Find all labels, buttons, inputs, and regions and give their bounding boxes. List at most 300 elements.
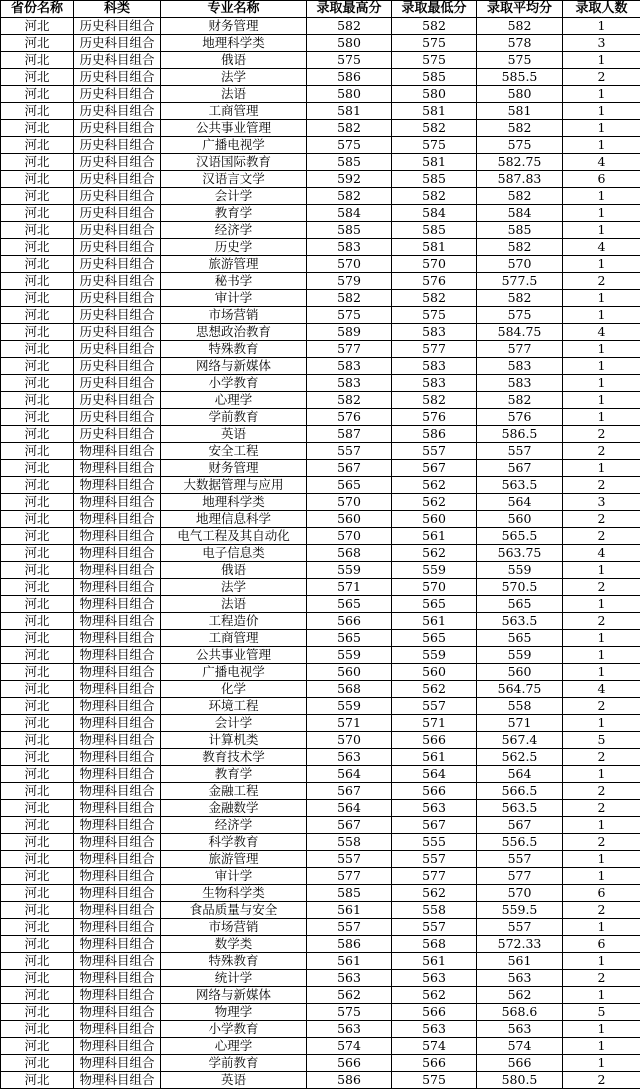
cell-province: 河北 <box>1 171 74 188</box>
cell-province: 河北 <box>1 222 74 239</box>
cell-min-score: 570 <box>392 256 477 273</box>
table-body <box>1 18 640 1089</box>
cell-major: 法学 <box>161 579 307 596</box>
cell-min-score: 581 <box>392 239 477 256</box>
cell-min-score: 577 <box>392 868 477 885</box>
cell-max-score: 559 <box>307 562 392 579</box>
cell-category: 物理科目组合 <box>74 715 161 732</box>
header-province: 省份名称 <box>1 1 74 18</box>
cell-count: 1 <box>563 409 640 426</box>
cell-min-score: 558 <box>392 902 477 919</box>
cell-category: 物理科目组合 <box>74 698 161 715</box>
cell-count: 1 <box>563 137 640 154</box>
cell-province: 河北 <box>1 86 74 103</box>
table-row <box>1 545 640 562</box>
cell-min-score: 586 <box>392 426 477 443</box>
cell-max-score: 571 <box>307 579 392 596</box>
cell-max-score: 565 <box>307 477 392 494</box>
cell-major: 教育学 <box>161 205 307 222</box>
cell-min-score: 580 <box>392 86 477 103</box>
cell-count: 1 <box>563 307 640 324</box>
cell-province: 河北 <box>1 137 74 154</box>
cell-min-score: 582 <box>392 120 477 137</box>
cell-province: 河北 <box>1 681 74 698</box>
cell-category: 物理科目组合 <box>74 970 161 987</box>
cell-avg-score: 565 <box>477 596 563 613</box>
cell-province: 河北 <box>1 1055 74 1072</box>
cell-major: 环境工程 <box>161 698 307 715</box>
cell-avg-score: 580 <box>477 86 563 103</box>
cell-min-score: 574 <box>392 1038 477 1055</box>
cell-max-score: 585 <box>307 222 392 239</box>
cell-province: 河北 <box>1 545 74 562</box>
table-row <box>1 970 640 987</box>
cell-avg-score: 566.5 <box>477 783 563 800</box>
cell-max-score: 579 <box>307 273 392 290</box>
cell-province: 河北 <box>1 800 74 817</box>
cell-avg-score: 583 <box>477 358 563 375</box>
cell-major: 教育学 <box>161 766 307 783</box>
table-row <box>1 171 640 188</box>
cell-avg-score: 575 <box>477 52 563 69</box>
table-row <box>1 69 640 86</box>
cell-province: 河北 <box>1 562 74 579</box>
cell-major: 食品质量与安全 <box>161 902 307 919</box>
cell-major: 法语 <box>161 86 307 103</box>
cell-avg-score: 559.5 <box>477 902 563 919</box>
table-row <box>1 868 640 885</box>
cell-major: 英语 <box>161 1072 307 1089</box>
header-max-score: 录取最高分 <box>307 1 392 18</box>
cell-count: 1 <box>563 817 640 834</box>
cell-province: 河北 <box>1 290 74 307</box>
table-row <box>1 358 640 375</box>
cell-avg-score: 567.4 <box>477 732 563 749</box>
cell-max-score: 580 <box>307 86 392 103</box>
cell-major: 学前教育 <box>161 409 307 426</box>
cell-avg-score: 582 <box>477 120 563 137</box>
cell-province: 河北 <box>1 715 74 732</box>
cell-max-score: 586 <box>307 1072 392 1089</box>
cell-min-score: 575 <box>392 137 477 154</box>
cell-province: 河北 <box>1 18 74 35</box>
cell-count: 1 <box>563 715 640 732</box>
cell-major: 旅游管理 <box>161 851 307 868</box>
cell-max-score: 563 <box>307 970 392 987</box>
cell-max-score: 557 <box>307 919 392 936</box>
cell-avg-score: 577 <box>477 341 563 358</box>
cell-major: 电气工程及其自动化 <box>161 528 307 545</box>
cell-count: 1 <box>563 766 640 783</box>
cell-avg-score: 570 <box>477 256 563 273</box>
cell-max-score: 565 <box>307 596 392 613</box>
cell-min-score: 582 <box>392 290 477 307</box>
cell-avg-score: 564.75 <box>477 681 563 698</box>
cell-max-score: 577 <box>307 868 392 885</box>
cell-category: 物理科目组合 <box>74 647 161 664</box>
cell-major: 统计学 <box>161 970 307 987</box>
table-row <box>1 902 640 919</box>
cell-province: 河北 <box>1 766 74 783</box>
cell-province: 河北 <box>1 341 74 358</box>
cell-major: 俄语 <box>161 562 307 579</box>
cell-min-score: 557 <box>392 443 477 460</box>
cell-province: 河北 <box>1 783 74 800</box>
cell-min-score: 555 <box>392 834 477 851</box>
cell-avg-score: 572.33 <box>477 936 563 953</box>
table-row <box>1 647 640 664</box>
cell-count: 4 <box>563 681 640 698</box>
cell-count: 1 <box>563 953 640 970</box>
cell-max-score: 571 <box>307 715 392 732</box>
cell-avg-score: 565 <box>477 630 563 647</box>
cell-max-score: 567 <box>307 817 392 834</box>
cell-province: 河北 <box>1 613 74 630</box>
cell-count: 2 <box>563 69 640 86</box>
table-row <box>1 715 640 732</box>
cell-count: 2 <box>563 511 640 528</box>
cell-count: 4 <box>563 154 640 171</box>
cell-avg-score: 562.5 <box>477 749 563 766</box>
cell-province: 河北 <box>1 970 74 987</box>
cell-province: 河北 <box>1 579 74 596</box>
cell-max-score: 582 <box>307 392 392 409</box>
cell-max-score: 582 <box>307 18 392 35</box>
cell-major: 历史学 <box>161 239 307 256</box>
table-row <box>1 256 640 273</box>
cell-category: 历史科目组合 <box>74 256 161 273</box>
cell-category: 历史科目组合 <box>74 392 161 409</box>
table-row <box>1 919 640 936</box>
cell-province: 河北 <box>1 426 74 443</box>
cell-avg-score: 566 <box>477 1055 563 1072</box>
table-row <box>1 851 640 868</box>
cell-avg-score: 567 <box>477 817 563 834</box>
cell-max-score: 592 <box>307 171 392 188</box>
cell-province: 河北 <box>1 953 74 970</box>
cell-count: 1 <box>563 868 640 885</box>
cell-major: 学前教育 <box>161 1055 307 1072</box>
cell-count: 1 <box>563 596 640 613</box>
cell-avg-score: 583 <box>477 375 563 392</box>
cell-province: 河北 <box>1 324 74 341</box>
cell-major: 市场营销 <box>161 919 307 936</box>
cell-category: 物理科目组合 <box>74 953 161 970</box>
cell-major: 大数据管理与应用 <box>161 477 307 494</box>
cell-count: 1 <box>563 919 640 936</box>
cell-avg-score: 582.75 <box>477 154 563 171</box>
cell-min-score: 559 <box>392 562 477 579</box>
cell-category: 历史科目组合 <box>74 35 161 52</box>
table-row <box>1 273 640 290</box>
cell-max-score: 570 <box>307 528 392 545</box>
cell-avg-score: 568.6 <box>477 1004 563 1021</box>
cell-category: 历史科目组合 <box>74 205 161 222</box>
table-row <box>1 443 640 460</box>
cell-min-score: 566 <box>392 1055 477 1072</box>
cell-major: 旅游管理 <box>161 256 307 273</box>
cell-min-score: 567 <box>392 817 477 834</box>
cell-min-score: 564 <box>392 766 477 783</box>
cell-major: 经济学 <box>161 817 307 834</box>
cell-category: 物理科目组合 <box>74 800 161 817</box>
cell-min-score: 561 <box>392 528 477 545</box>
cell-major: 工程造价 <box>161 613 307 630</box>
cell-avg-score: 560 <box>477 511 563 528</box>
cell-max-score: 584 <box>307 205 392 222</box>
cell-min-score: 561 <box>392 953 477 970</box>
cell-province: 河北 <box>1 154 74 171</box>
table-row <box>1 324 640 341</box>
cell-min-score: 563 <box>392 970 477 987</box>
cell-major: 汉语言文学 <box>161 171 307 188</box>
cell-min-score: 557 <box>392 919 477 936</box>
table-row <box>1 494 640 511</box>
header-row <box>1 1 640 18</box>
table-row <box>1 834 640 851</box>
cell-province: 河北 <box>1 902 74 919</box>
table-row <box>1 290 640 307</box>
cell-province: 河北 <box>1 188 74 205</box>
cell-province: 河北 <box>1 919 74 936</box>
cell-province: 河北 <box>1 698 74 715</box>
table-row <box>1 1055 640 1072</box>
cell-min-score: 562 <box>392 681 477 698</box>
cell-province: 河北 <box>1 239 74 256</box>
cell-max-score: 561 <box>307 953 392 970</box>
cell-avg-score: 577 <box>477 868 563 885</box>
cell-min-score: 562 <box>392 494 477 511</box>
cell-count: 6 <box>563 885 640 902</box>
cell-major: 心理学 <box>161 392 307 409</box>
cell-category: 物理科目组合 <box>74 460 161 477</box>
cell-avg-score: 585.5 <box>477 69 563 86</box>
cell-province: 河北 <box>1 375 74 392</box>
cell-major: 法学 <box>161 69 307 86</box>
cell-province: 河北 <box>1 987 74 1004</box>
cell-category: 物理科目组合 <box>74 443 161 460</box>
cell-category: 历史科目组合 <box>74 188 161 205</box>
cell-major: 工商管理 <box>161 630 307 647</box>
cell-category: 历史科目组合 <box>74 222 161 239</box>
cell-max-score: 583 <box>307 358 392 375</box>
cell-major: 金融工程 <box>161 783 307 800</box>
cell-category: 历史科目组合 <box>74 86 161 103</box>
cell-category: 历史科目组合 <box>74 358 161 375</box>
cell-min-score: 585 <box>392 69 477 86</box>
cell-category: 物理科目组合 <box>74 528 161 545</box>
cell-max-score: 566 <box>307 1055 392 1072</box>
cell-province: 河北 <box>1 69 74 86</box>
cell-category: 历史科目组合 <box>74 307 161 324</box>
table-row <box>1 52 640 69</box>
cell-min-score: 581 <box>392 154 477 171</box>
cell-category: 物理科目组合 <box>74 630 161 647</box>
cell-count: 2 <box>563 834 640 851</box>
cell-max-score: 568 <box>307 681 392 698</box>
cell-count: 1 <box>563 120 640 137</box>
cell-avg-score: 582 <box>477 239 563 256</box>
cell-max-score: 585 <box>307 154 392 171</box>
table-row <box>1 86 640 103</box>
cell-count: 2 <box>563 783 640 800</box>
cell-major: 法语 <box>161 596 307 613</box>
cell-category: 历史科目组合 <box>74 290 161 307</box>
table-row <box>1 732 640 749</box>
cell-category: 物理科目组合 <box>74 817 161 834</box>
cell-max-score: 575 <box>307 137 392 154</box>
cell-category: 物理科目组合 <box>74 1004 161 1021</box>
cell-major: 思想政治教育 <box>161 324 307 341</box>
cell-major: 物理学 <box>161 1004 307 1021</box>
cell-avg-score: 580.5 <box>477 1072 563 1089</box>
cell-count: 1 <box>563 664 640 681</box>
table-row <box>1 511 640 528</box>
cell-major: 特殊教育 <box>161 341 307 358</box>
cell-count: 2 <box>563 800 640 817</box>
cell-avg-score: 563.5 <box>477 613 563 630</box>
cell-category: 物理科目组合 <box>74 1038 161 1055</box>
cell-max-score: 566 <box>307 613 392 630</box>
cell-max-score: 570 <box>307 256 392 273</box>
cell-province: 河北 <box>1 511 74 528</box>
cell-count: 1 <box>563 341 640 358</box>
table-row <box>1 239 640 256</box>
cell-max-score: 567 <box>307 460 392 477</box>
cell-category: 物理科目组合 <box>74 834 161 851</box>
cell-max-score: 577 <box>307 341 392 358</box>
cell-major: 金融数学 <box>161 800 307 817</box>
table-row <box>1 120 640 137</box>
cell-category: 物理科目组合 <box>74 987 161 1004</box>
table-row <box>1 766 640 783</box>
cell-category: 历史科目组合 <box>74 154 161 171</box>
cell-avg-score: 584 <box>477 205 563 222</box>
cell-count: 1 <box>563 188 640 205</box>
cell-major: 审计学 <box>161 868 307 885</box>
cell-province: 河北 <box>1 749 74 766</box>
cell-category: 历史科目组合 <box>74 103 161 120</box>
cell-count: 1 <box>563 375 640 392</box>
cell-min-score: 562 <box>392 545 477 562</box>
cell-max-score: 563 <box>307 749 392 766</box>
cell-count: 2 <box>563 528 640 545</box>
cell-max-score: 570 <box>307 732 392 749</box>
cell-max-score: 589 <box>307 324 392 341</box>
cell-max-score: 585 <box>307 885 392 902</box>
table-row <box>1 18 640 35</box>
cell-province: 河北 <box>1 1021 74 1038</box>
cell-avg-score: 567 <box>477 460 563 477</box>
cell-major: 科学教育 <box>161 834 307 851</box>
table-row <box>1 579 640 596</box>
cell-min-score: 562 <box>392 987 477 1004</box>
cell-province: 河北 <box>1 443 74 460</box>
cell-max-score: 575 <box>307 1004 392 1021</box>
cell-max-score: 561 <box>307 902 392 919</box>
cell-min-score: 575 <box>392 52 477 69</box>
cell-max-score: 558 <box>307 834 392 851</box>
cell-count: 1 <box>563 630 640 647</box>
cell-category: 物理科目组合 <box>74 579 161 596</box>
table-row <box>1 630 640 647</box>
cell-province: 河北 <box>1 273 74 290</box>
cell-min-score: 582 <box>392 18 477 35</box>
table-row <box>1 1038 640 1055</box>
cell-major: 数学类 <box>161 936 307 953</box>
cell-avg-score: 586.5 <box>477 426 563 443</box>
cell-max-score: 575 <box>307 307 392 324</box>
cell-max-score: 576 <box>307 409 392 426</box>
cell-min-score: 575 <box>392 307 477 324</box>
table-row <box>1 681 640 698</box>
cell-max-score: 560 <box>307 511 392 528</box>
cell-province: 河北 <box>1 851 74 868</box>
cell-count: 1 <box>563 1055 640 1072</box>
cell-min-score: 560 <box>392 511 477 528</box>
cell-avg-score: 563.5 <box>477 800 563 817</box>
cell-province: 河北 <box>1 494 74 511</box>
cell-max-score: 565 <box>307 630 392 647</box>
cell-avg-score: 575 <box>477 307 563 324</box>
cell-avg-score: 570.5 <box>477 579 563 596</box>
cell-max-score: 570 <box>307 494 392 511</box>
cell-max-score: 586 <box>307 69 392 86</box>
cell-max-score: 562 <box>307 987 392 1004</box>
cell-major: 小学教育 <box>161 375 307 392</box>
table-row <box>1 817 640 834</box>
cell-major: 化学 <box>161 681 307 698</box>
cell-province: 河北 <box>1 460 74 477</box>
cell-avg-score: 575 <box>477 137 563 154</box>
cell-category: 历史科目组合 <box>74 341 161 358</box>
cell-count: 2 <box>563 902 640 919</box>
cell-count: 2 <box>563 426 640 443</box>
cell-count: 1 <box>563 205 640 222</box>
cell-min-score: 562 <box>392 477 477 494</box>
cell-min-score: 571 <box>392 715 477 732</box>
cell-min-score: 557 <box>392 851 477 868</box>
cell-major: 地理科学类 <box>161 35 307 52</box>
cell-max-score: 564 <box>307 766 392 783</box>
cell-avg-score: 582 <box>477 18 563 35</box>
cell-category: 历史科目组合 <box>74 171 161 188</box>
cell-province: 河北 <box>1 103 74 120</box>
cell-count: 1 <box>563 222 640 239</box>
table-row <box>1 936 640 953</box>
cell-min-score: 585 <box>392 222 477 239</box>
cell-major: 汉语国际教育 <box>161 154 307 171</box>
header-min-score: 录取最低分 <box>392 1 477 18</box>
cell-min-score: 577 <box>392 341 477 358</box>
cell-count: 2 <box>563 613 640 630</box>
cell-max-score: 575 <box>307 52 392 69</box>
cell-province: 河北 <box>1 732 74 749</box>
cell-count: 2 <box>563 273 640 290</box>
cell-category: 物理科目组合 <box>74 749 161 766</box>
cell-category: 物理科目组合 <box>74 885 161 902</box>
cell-count: 2 <box>563 698 640 715</box>
cell-major: 俄语 <box>161 52 307 69</box>
cell-category: 历史科目组合 <box>74 324 161 341</box>
cell-province: 河北 <box>1 409 74 426</box>
table-row <box>1 562 640 579</box>
cell-min-score: 565 <box>392 630 477 647</box>
cell-category: 物理科目组合 <box>74 919 161 936</box>
cell-category: 物理科目组合 <box>74 783 161 800</box>
cell-max-score: 557 <box>307 851 392 868</box>
cell-min-score: 575 <box>392 35 477 52</box>
